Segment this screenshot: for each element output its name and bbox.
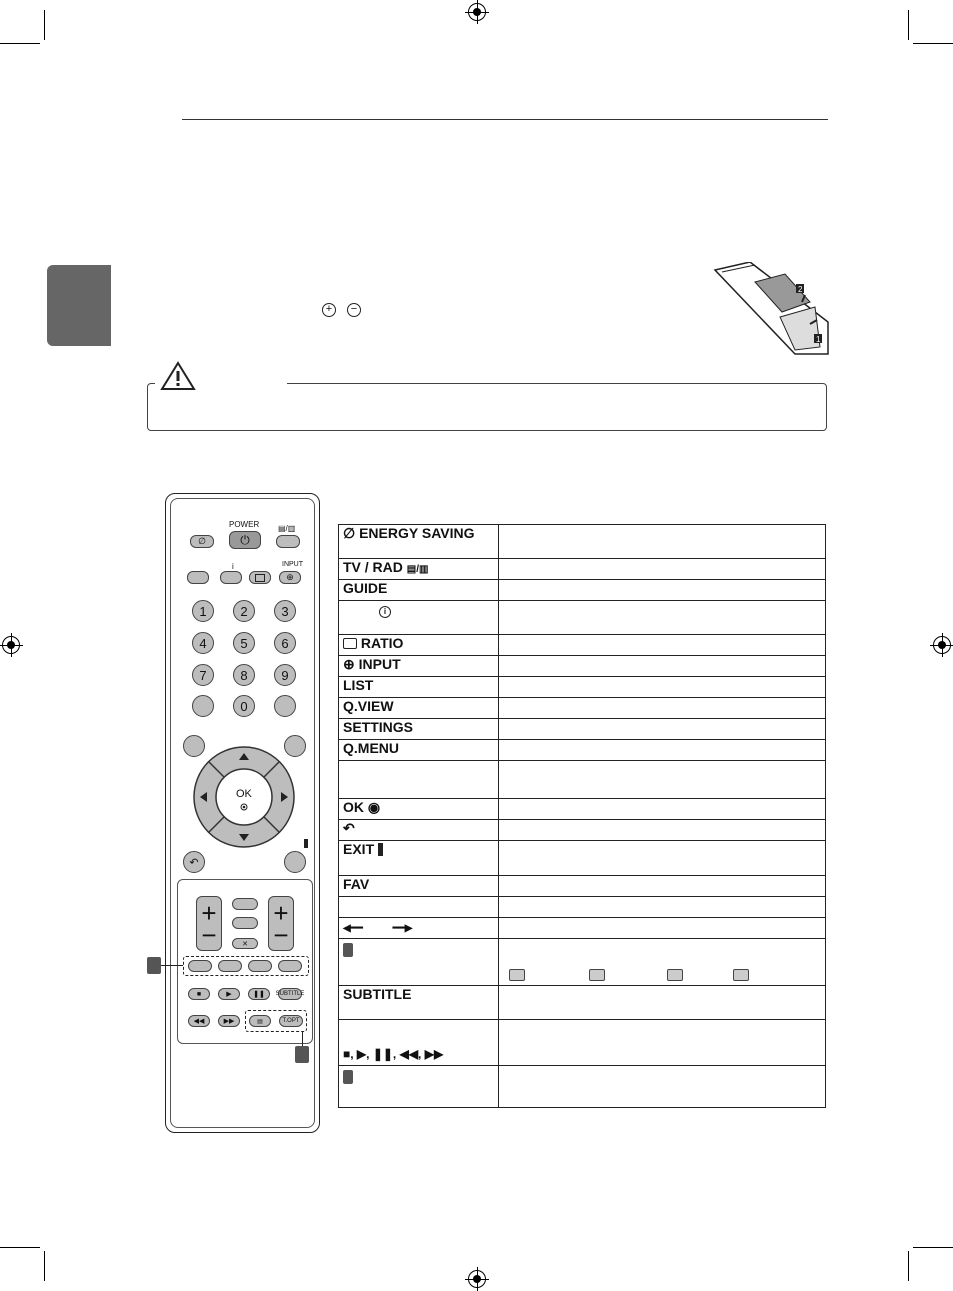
registration-mark-right	[933, 636, 951, 654]
arrow-right-icon: ━━▶	[392, 923, 413, 934]
yellow-key-icon	[667, 969, 683, 981]
table-row	[339, 559, 826, 580]
exit-icon	[378, 843, 383, 856]
pause-icon: ❚❚	[253, 991, 265, 998]
desc-cell	[499, 986, 826, 1020]
table-row	[339, 1066, 826, 1108]
info-icon: i	[379, 606, 391, 618]
t-opt-button[interactable]: T.OPT	[279, 1015, 303, 1027]
key-cell: SUBTITLE	[339, 986, 499, 1020]
callout-line-2	[302, 1032, 303, 1046]
table-row	[339, 698, 826, 719]
table-row	[339, 761, 826, 799]
table-row	[339, 897, 826, 918]
number-key-7[interactable]: 7	[192, 664, 214, 686]
volume-up-icon: +	[201, 897, 217, 928]
green-key[interactable]	[218, 960, 242, 972]
key-cell: ∅ ENERGY SAVING	[339, 525, 499, 559]
key-cell	[339, 897, 499, 918]
desc-cell	[499, 677, 826, 698]
table-row	[339, 841, 826, 876]
red-key-icon	[509, 969, 525, 981]
play-icon: ▶	[226, 991, 232, 998]
desc-cell	[499, 820, 826, 841]
header-rule	[182, 119, 828, 120]
key-cell: OK ◉	[339, 799, 499, 820]
red-key[interactable]	[188, 960, 212, 972]
callout-badge-1	[147, 957, 161, 974]
desc-cell	[499, 719, 826, 740]
green-key-icon	[589, 969, 605, 981]
ok-button-label: OK	[236, 788, 252, 800]
input-button[interactable]	[279, 571, 301, 584]
desc-cell	[499, 939, 826, 986]
remote-key-table	[338, 524, 826, 1108]
callout-line-1	[161, 965, 183, 966]
key-cell	[339, 761, 499, 799]
blue-key-icon	[733, 969, 749, 981]
desc-cell	[499, 635, 826, 656]
caution-box	[147, 383, 827, 431]
rewind-button[interactable]	[188, 1015, 210, 1027]
power-icon: ⏻	[240, 532, 250, 547]
caution-icon	[160, 361, 196, 391]
key-cell: Q.VIEW	[339, 698, 499, 719]
table-row	[339, 525, 826, 559]
desc-cell	[499, 897, 826, 918]
volume-down-icon: −	[201, 919, 217, 950]
key-cell	[339, 820, 499, 841]
info-icon: i	[232, 562, 234, 571]
exit-icon	[304, 839, 308, 848]
rewind-icon: ◀◀	[193, 1018, 205, 1025]
number-key-1[interactable]: 1	[192, 600, 214, 622]
desc-cell	[499, 799, 826, 820]
table-row	[339, 740, 826, 761]
table-row	[339, 656, 826, 677]
battery-minus-icon: −	[347, 303, 361, 317]
ratio-icon	[343, 638, 357, 649]
desc-cell	[499, 656, 826, 677]
desc-cell	[499, 601, 826, 635]
key-cell	[339, 601, 499, 635]
guide-button[interactable]	[187, 571, 209, 584]
table-row	[339, 677, 826, 698]
tv-rad-label	[278, 524, 295, 533]
key-cell: EXIT	[339, 841, 499, 876]
table-row	[339, 820, 826, 841]
volume-rocker[interactable]	[196, 896, 222, 951]
fast-forward-button[interactable]	[218, 1015, 240, 1027]
stop-icon: ■	[196, 990, 202, 998]
key-cell: LIST	[339, 677, 499, 698]
tv-rad-icon: ▤/▥	[278, 524, 296, 533]
ok-icon: ◉	[367, 799, 381, 815]
list-button[interactable]	[192, 695, 214, 717]
desc-cell	[499, 580, 826, 601]
q-view-button[interactable]	[274, 695, 296, 717]
key-cell: TV / RAD ▤/▥	[339, 559, 499, 580]
table-row	[339, 601, 826, 635]
desc-cell	[499, 698, 826, 719]
key-cell: Q.MENU	[339, 740, 499, 761]
number-key-3[interactable]: 3	[274, 600, 296, 622]
tv-rad-icon: ▤/▥	[406, 564, 429, 575]
subtitle-button[interactable]: SUBTITLE	[278, 988, 302, 1000]
key-cell	[339, 939, 499, 986]
table-row	[339, 580, 826, 601]
info-label	[232, 562, 234, 571]
key-cell: RATIO	[339, 635, 499, 656]
svg-text:2: 2	[798, 285, 803, 294]
key-cell	[339, 1066, 499, 1108]
fast-forward-icon: ▶▶	[223, 1018, 235, 1025]
tv-rad-button[interactable]	[276, 535, 300, 548]
energy-saving-button[interactable]	[190, 535, 214, 548]
leaf-icon: ∅	[198, 536, 206, 546]
stop-button[interactable]	[188, 988, 210, 1000]
blue-key[interactable]	[278, 960, 302, 972]
desc-cell	[499, 1066, 826, 1108]
svg-text:1: 1	[816, 335, 821, 344]
mute-icon: ✕	[242, 940, 248, 948]
number-key-5[interactable]: 5	[233, 632, 255, 654]
battery-cover-illustration	[710, 262, 830, 357]
power-label: POWER	[229, 520, 260, 529]
battery-plus-icon: +	[322, 303, 336, 317]
key-cell: GUIDE	[339, 580, 499, 601]
table-row	[339, 1020, 826, 1066]
desc-cell	[499, 1020, 826, 1066]
text-icon: ▤	[257, 1018, 263, 1025]
number-key-8[interactable]: 8	[233, 664, 255, 686]
number-key-0[interactable]: 0	[233, 695, 255, 717]
ratio-icon	[255, 574, 265, 582]
desc-cell	[499, 559, 826, 580]
back-icon: ↶	[343, 820, 355, 836]
program-down-icon: −	[273, 919, 289, 950]
input-icon: ⊕	[286, 572, 294, 582]
desc-cell	[499, 761, 826, 799]
back-button[interactable]	[183, 851, 205, 873]
exit-button[interactable]	[284, 851, 306, 873]
arrow-left-icon: ◀━━	[343, 923, 363, 934]
program-rocker[interactable]	[268, 896, 294, 951]
program-up-icon: +	[273, 897, 289, 928]
energy-saving-icon: ∅	[343, 525, 360, 541]
desc-cell	[499, 841, 826, 876]
av-mode-button[interactable]	[232, 917, 258, 929]
registration-mark-top	[468, 3, 486, 21]
table-row	[339, 939, 826, 986]
number-key-4[interactable]: 4	[192, 632, 214, 654]
table-row	[339, 635, 826, 656]
table-row	[339, 799, 826, 820]
table-row	[339, 876, 826, 897]
power-button[interactable]	[229, 531, 261, 549]
side-tab	[47, 265, 111, 346]
key-cell: SETTINGS	[339, 719, 499, 740]
table-row	[339, 986, 826, 1020]
desc-cell	[499, 525, 826, 559]
key-cell: FAV	[339, 876, 499, 897]
callout-badge-2	[295, 1046, 309, 1063]
table-row	[339, 918, 826, 939]
callout-badge-1-icon	[343, 943, 353, 957]
key-cell: ■, ▶, ❚❚, ◀◀, ▶▶	[339, 1020, 499, 1066]
pause-button[interactable]	[248, 988, 270, 1000]
desc-cell	[499, 740, 826, 761]
desc-cell	[499, 918, 826, 939]
back-icon: ↶	[189, 856, 199, 869]
text-button[interactable]	[249, 1015, 271, 1027]
info-button[interactable]	[220, 571, 242, 584]
key-cell: ⊕ INPUT	[339, 656, 499, 677]
desc-cell	[499, 876, 826, 897]
registration-mark-bottom	[468, 1270, 486, 1288]
ratio-button[interactable]	[249, 571, 271, 584]
callout-badge-2-icon	[343, 1070, 353, 1084]
play-button[interactable]	[218, 988, 240, 1000]
registration-mark-left	[2, 636, 20, 654]
yellow-key[interactable]	[248, 960, 272, 972]
key-cell	[339, 918, 499, 939]
mute-button[interactable]	[232, 938, 258, 949]
input-label: INPUT	[282, 561, 303, 568]
fav-button[interactable]	[232, 898, 258, 910]
number-key-2[interactable]: 2	[233, 600, 255, 622]
number-key-9[interactable]: 9	[274, 664, 296, 686]
table-row	[339, 719, 826, 740]
input-icon: ⊕	[343, 656, 359, 672]
number-key-6[interactable]: 6	[274, 632, 296, 654]
